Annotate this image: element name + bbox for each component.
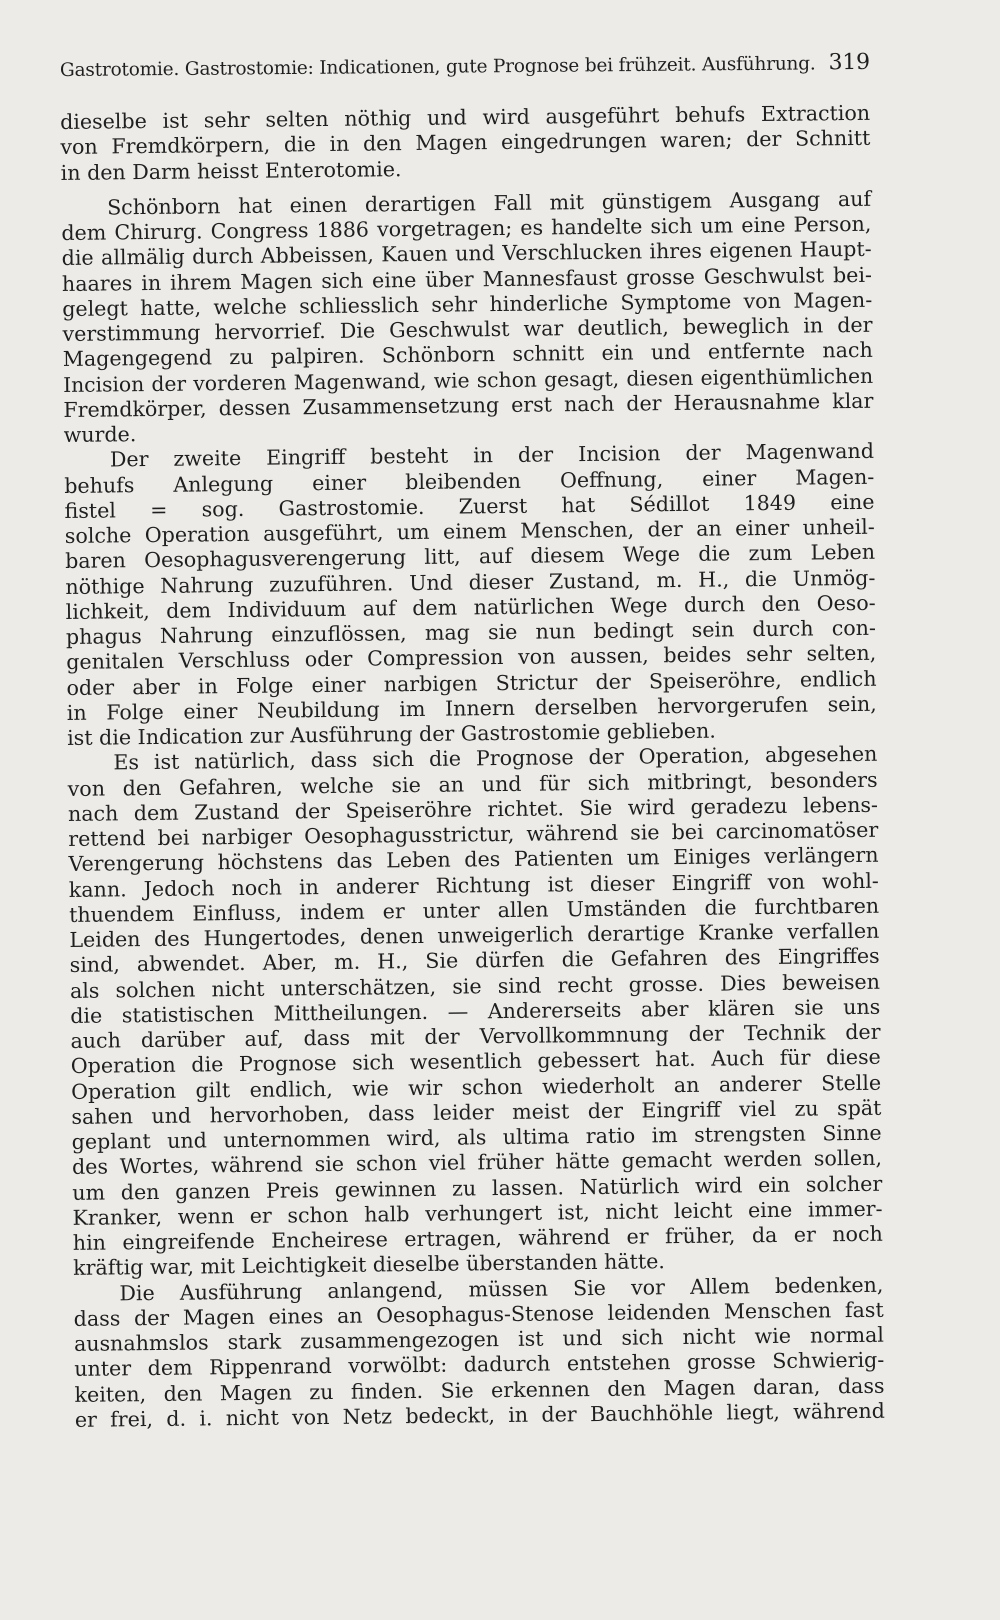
text-line: hin eingreifende Encheirese ertragen, während er früher, da er noch [72,1221,883,1255]
running-head-title: Gastrotomie. Gastrostomie: Indicationen, gute Prognose bei frühzeit. Ausführung. [59,53,816,81]
text-line: ist die Indication zur Ausführung der Gastrostomie geblieben. [66,718,716,750]
text-line: sahen und hervorhoben, dass leider meist der Eingriff viel zu spät [71,1095,882,1129]
text-line: er frei, d. i. nicht von Netz bedeckt, in der Bauchhöhle liegt, während [74,1398,885,1432]
text-line: Es ist natürlich, dass sich die Prognose der Operation, abgesehen [113,742,878,775]
text-line: keiten, den Magen zu finden. Sie erkennen den Magen daran, dass [74,1373,885,1407]
text-line: rettend bei narbiger Oesophagusstrictur, während sie bei carcinomatöser [68,817,879,851]
text-line: als solchen nicht unterschätzen, sie sind recht grosse. Dies beweisen [69,969,881,1003]
paragraph [61,187,874,449]
text-line: in Folge einer Neubildung im Innern derselben hervorgerufen sein, [66,691,877,725]
text-line: Operation die Prognose sich wesentlich gebessert hat. Auch für diese [70,1045,881,1079]
text-line: die statistischen Mittheilungen. — Andererseits aber klären sie uns [70,994,881,1028]
text-line: um den ganzen Preis gewinnen zu lassen. Natürlich wird ein solcher [72,1171,883,1205]
running-head [60,51,870,88]
text-line: geplant und unternommen wird, als ultima ratio im strengsten Sinne [71,1120,882,1154]
text-line: Der zweite Eingriff besteht in der Incision der Magenwand [109,439,875,472]
text-line: dem Chirurg. Congress 1886 vorgetragen; es handelte sich um eine Person, [61,211,872,245]
text-line: dieselbe ist sehr selten nöthig und wird ausgeführt behufs Extraction [60,100,871,134]
text-line: ausnahmslos stark zusammengezogen ist und sich nicht wie normal [73,1322,885,1356]
text-line: phagus Nahrung einzuflössen, mag sie nun bedingt sein durch con- [65,615,877,649]
text-line: des Wortes, während sie schon viel früher hätte gemacht werden sollen, [71,1145,883,1180]
text-line: Kranker, wenn er schon halb verhungert ist, nicht leicht eine immer- [72,1196,883,1230]
text-line: Magengegend zu palpiren. Schönborn schnitt ein und entfernte nach [62,338,873,372]
text-line: in den Darm heisst Enterotomie. [60,156,402,185]
text-line: nöthige Nahrung zuzuführen. Und dieser Zustand, m. H., die Unmög- [65,565,876,599]
text-line: solche Operation ausgeführt, um einem Menschen, der an einer unheil- [64,514,875,548]
text-line: sind, abwendet. Aber, m. H., Sie dürfen die Gefahren des Eingriffes [69,944,880,978]
text-line: Operation gilt endlich, wie wir schon wiederholt an anderer Stelle [70,1070,882,1104]
text-line: lichkeit, dem Individuum auf dem natürlichen Wege durch den Oeso- [65,590,876,624]
text-line: oder aber in Folge einer narbigen Strictur der Speiseröhre, endlich [66,666,877,700]
text-line: haares in ihrem Magen sich eine über Mannesfaust grosse Geschwulst bei- [61,262,873,296]
text-line: wurde. [63,422,137,447]
text-line: kann. Jedoch noch in anderer Richtung ist dieser Eingriff von wohl- [68,868,879,902]
page-number: 319 [828,49,871,76]
text-line: Schönborn hat einen derartigen Fall mit günstigem Ausgang auf [106,186,872,220]
text-line: Incision der vorderen Magenwand, wie schon gesagt, diesen eigenthümlichen [62,363,874,397]
text-line: von Fremdkörpern, die in den Magen eingedrungen waren; der Schnitt [60,126,871,160]
text-line: gelegt hatte, welche schliesslich sehr hinderliche Symptome von Magen- [62,287,873,321]
text-line: dass der Magen eines an Oesophagus-Stenose leidenden Menschen fast [73,1297,884,1331]
paragraph [67,742,883,1281]
paragraph [64,439,877,751]
book-page [59,49,885,1433]
text-line: Leiden des Hungertodes, denen unweigerlich derartige Kranke verfallen [69,918,880,952]
text-line: unter dem Rippenrand vorwölbt: dadurch entstehen grosse Schwierig- [74,1347,885,1382]
text-line: thuendem Einfluss, indem er unter allen Umständen die furchtbaren [68,893,880,927]
text-line: die allmälig durch Abbeissen, Kauen und Verschlucken ihres eigenen Haupt- [61,237,872,271]
text-line: Verengerung höchstens das Leben des Patienten um Einiges verlängern [68,843,879,877]
paragraph [73,1272,885,1433]
text-line: nach dem Zustand der Speiseröhre richtet. Sie wird geradezu lebens- [67,792,879,826]
text-line: verstimmung hervorrief. Die Geschwulst war deutlich, beweglich in der [62,312,873,346]
text-line: behufs Anlegung einer bleibenden Oeffnung, einer Magen- [64,464,875,498]
text-line: Fremdkörper, dessen Zusammensetzung erst nach der Herausnahme klar [63,388,874,422]
text-line: Die Ausführung anlangend, müssen Sie vor Allem bedenken, [119,1272,884,1305]
text-line: genitalen Verschluss oder Compression von aussen, beides sehr selten, [66,641,877,675]
text-line: auch darüber auf, dass mit der Vervollkommnung der Technik der [70,1019,881,1053]
body-text [60,101,885,1433]
text-line: von den Gefahren, welche sie an und für sich mitbringt, besonders [67,767,878,801]
text-line: baren Oesophagusverengerung litt, auf diesem Wege die zum Leben [64,540,876,574]
text-line: fistel = sog. Gastrostomie. Zuerst hat Sédillot 1849 eine [64,489,875,523]
paragraph [60,101,871,186]
text-line: kräftig war, mit Leichtigkeit dieselbe überstanden hätte. [73,1249,666,1281]
